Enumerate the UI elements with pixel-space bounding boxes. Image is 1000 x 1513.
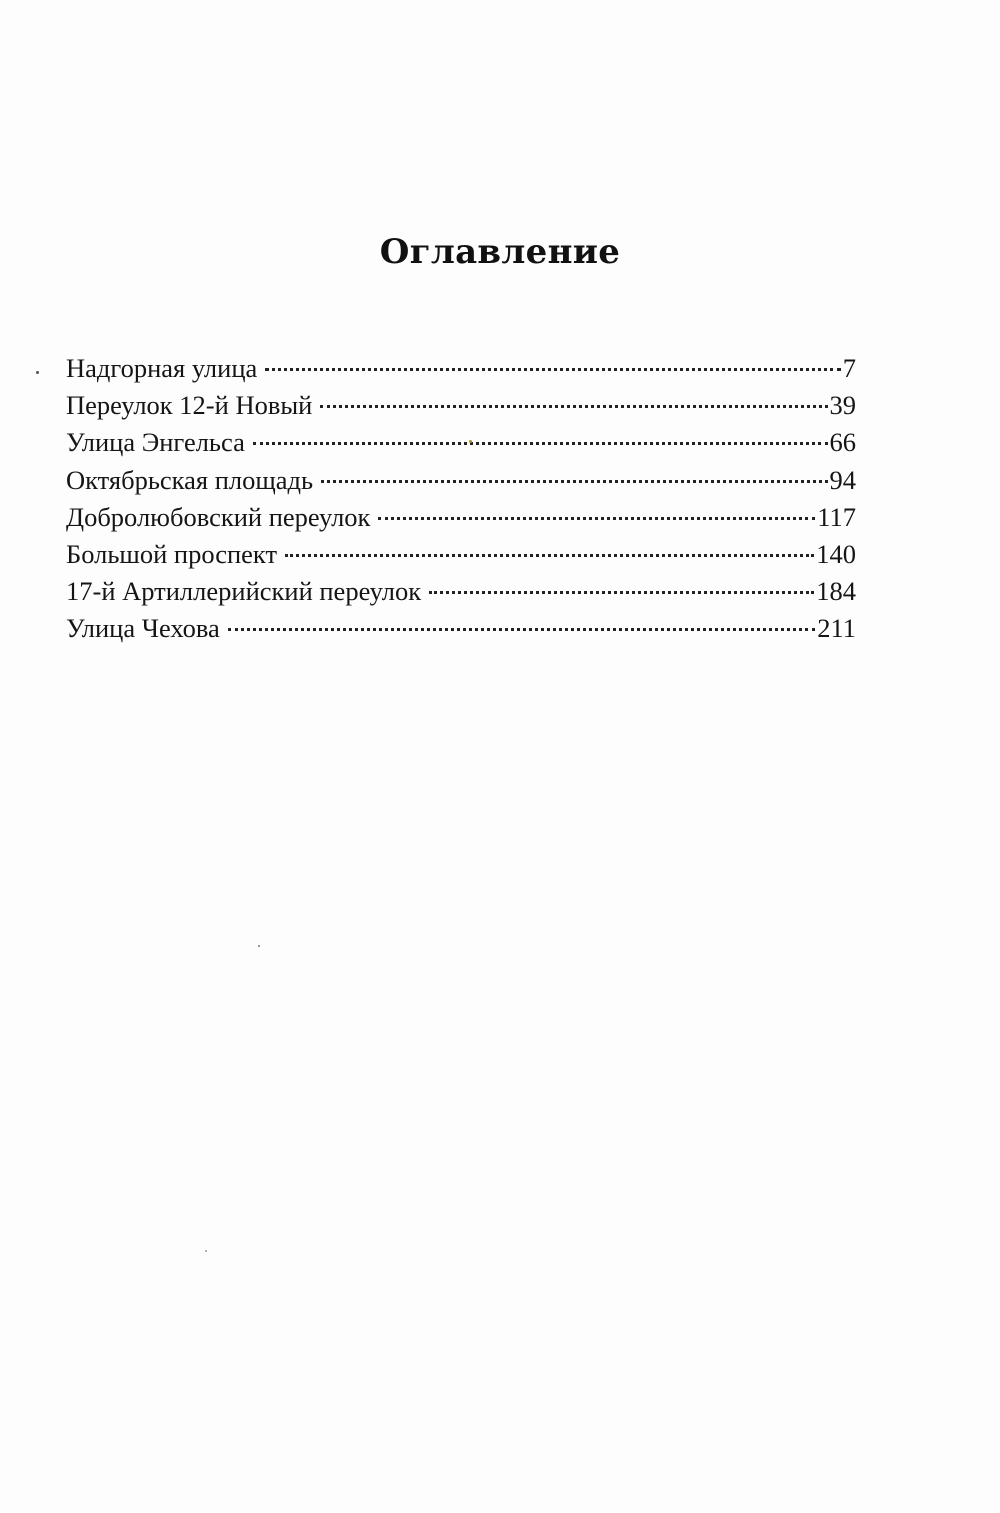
paper-speck xyxy=(205,1250,207,1252)
toc-entry-page: 140 xyxy=(816,538,856,569)
toc-entry-label: Переулок 12-й Новый xyxy=(66,390,313,421)
dot-leader xyxy=(285,554,814,557)
toc-entry-label: Улица Чехова xyxy=(66,613,220,644)
toc-entry-page: 7 xyxy=(842,353,856,383)
toc-entry-label: Большой проспект xyxy=(66,538,278,569)
paper-speck xyxy=(258,945,260,947)
toc-entry xyxy=(66,350,856,387)
toc-entry xyxy=(66,387,856,424)
toc-entry-page: 211 xyxy=(817,613,856,644)
toc-entry xyxy=(66,499,856,536)
toc-entry-page: 94 xyxy=(829,464,856,495)
dot-leader xyxy=(320,405,827,408)
dot-leader xyxy=(378,517,815,520)
toc-entry xyxy=(66,573,856,610)
dot-leader xyxy=(265,368,840,371)
paper-speck xyxy=(36,371,39,374)
toc-entry xyxy=(66,462,856,499)
toc-entry-label: Улица Энгельса xyxy=(66,427,245,458)
toc-entry xyxy=(66,610,856,647)
paper-speck xyxy=(469,440,472,443)
toc-entry xyxy=(66,424,856,461)
toc-entry-page: 184 xyxy=(816,576,856,607)
dot-leader xyxy=(321,480,827,483)
dot-leader xyxy=(429,591,814,594)
page-title: Оглавление xyxy=(379,232,621,272)
toc-entry-page: 66 xyxy=(829,427,856,458)
toc-entry-label: Октябрьская площадь xyxy=(66,464,314,495)
toc-entry-page: 39 xyxy=(829,390,856,421)
toc-entry-label: Надгорная улица xyxy=(66,353,258,383)
table-of-contents xyxy=(66,350,856,648)
toc-entry-label: 17-й Артиллерийский переулок xyxy=(66,576,422,607)
dot-leader xyxy=(253,442,828,445)
toc-entry-label: Добролюбовский переулок xyxy=(66,501,371,532)
toc-entry-page: 117 xyxy=(817,501,856,532)
dot-leader xyxy=(228,628,815,631)
toc-entry xyxy=(66,536,856,573)
